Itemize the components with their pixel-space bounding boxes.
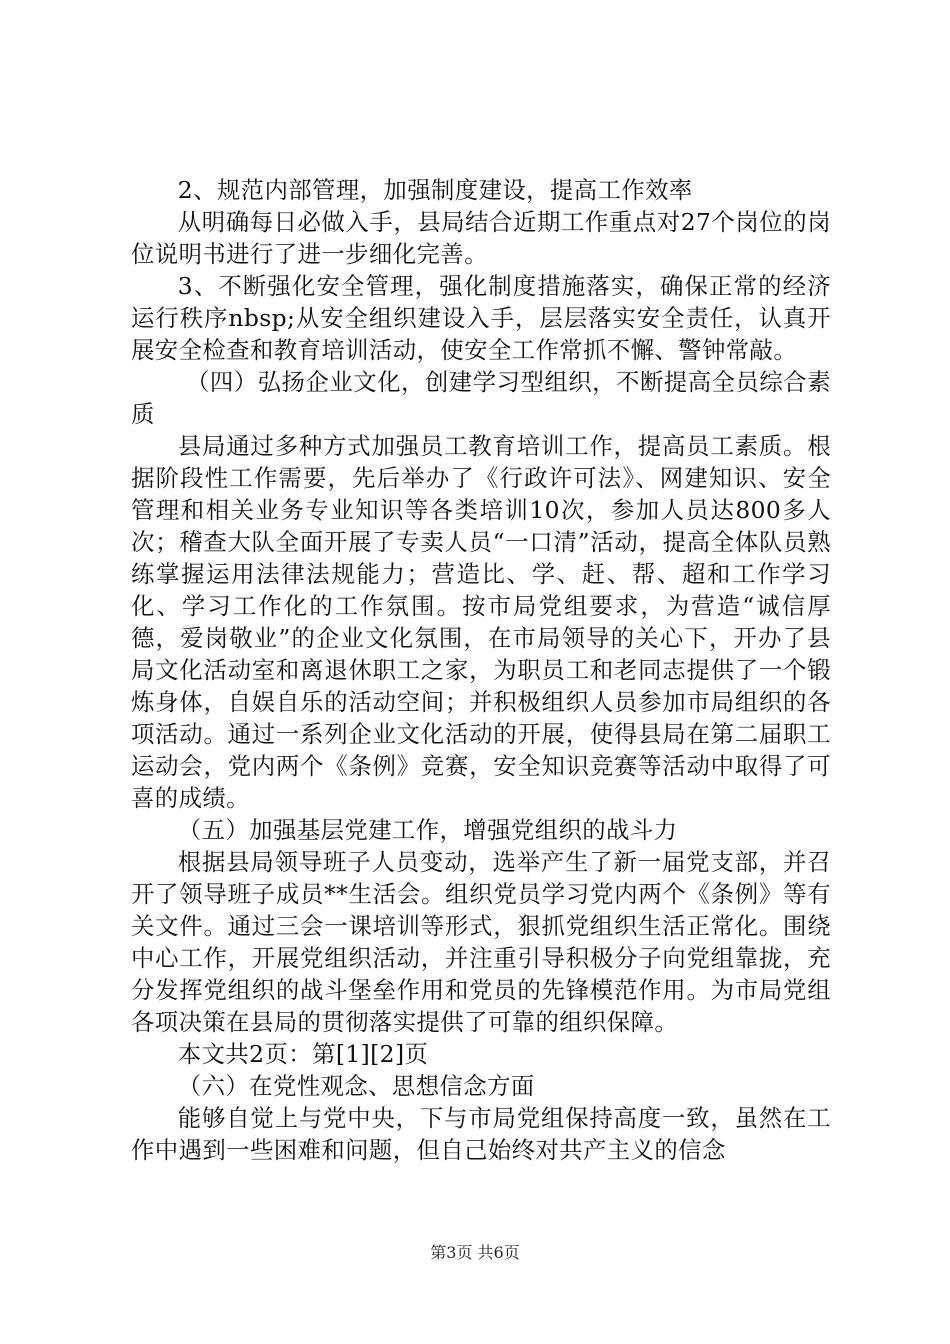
page-number-label: 第3页 共6页 (430, 1243, 520, 1262)
section-heading-safety-management: 3、不断强化安全管理，强化制度措施落实，确保正常的经济运行秩序nbsp;从安全组织建设入手，层层落实安全责任，认真开展安全检查和教育培训活动，使安全工作常抓不懈、警钟常敲。 (131, 272, 831, 364)
page-navigation-note: 本文共2页：第[1][2]页 (177, 1040, 429, 1068)
section-heading-corporate-culture: （四）弘扬企业文化，创建学习型组织，不断提高全员综合素质 (131, 368, 831, 428)
document-body (131, 174, 831, 1166)
paragraph-staff-training: 县局通过多种方式加强员工教育培训工作，提高员工素质。根据阶段性工作需要，先后举办了《行政许可法》、网建知识、安全管理和相关业务专业知识等各类培训10次，参加人员达800多人次；稽查大队全面开展了专卖人员“一口清”活动，提高全体队员熟练掌握运用法律法规能力；营造比、学、赶、帮、超和工作学习化、学习工作化的工作氛围。按市局党组要求，为营造“诚信厚德，爱岗敬业”的企业文化氛围，在市局领导的关心下，开办了县局文化活动室和离退休职工之家，为职员工和老同志提供了一个锻炼身体，自娱自乐的活动空间；并积极组织人员参加市局组织的各项活动。通过一系列企业文化活动的开展，使得县局在第二届职工运动会，党内两个《条例》竞赛，安全知识竞赛等活动中取得了可喜的成绩。 (131, 432, 831, 812)
section-heading-party-spirit: （六）在党性观念、思想信念方面 (177, 1072, 535, 1100)
paragraph-conviction: 能够自觉上与党中央，下与市局党组保持高度一致，虽然在工作中遇到一些困难和问题，但自己始终对共产主义的信念 (131, 1104, 831, 1164)
section-heading-standardize-management: 2、规范内部管理，加强制度建设，提高工作效率 (177, 176, 693, 204)
page-footer (0, 1243, 950, 1263)
paragraph-job-descriptions: 从明确每日必做入手，县局结合近期工作重点对27个岗位的岗位说明书进行了进一步细化完善。 (131, 208, 831, 268)
section-heading-party-building: （五）加强基层党建工作，增强党组织的战斗力 (177, 816, 678, 844)
paragraph-party-branch: 根据县局领导班子人员变动，选举产生了新一届党支部，并召开了领导班子成员**生活会。组织党员学习党内两个《条例》等有关文件。通过三会一课培训等形式，狠抓党组织生活正常化。围绕中心工作，开展党组织活动，并注重引导积极分子向党组靠拢，充分发挥党组织的战斗堡垒作用和党员的先锋模范作用。为市局党组各项决策在县局的贯彻落实提供了可靠的组织保障。 (131, 848, 831, 1036)
